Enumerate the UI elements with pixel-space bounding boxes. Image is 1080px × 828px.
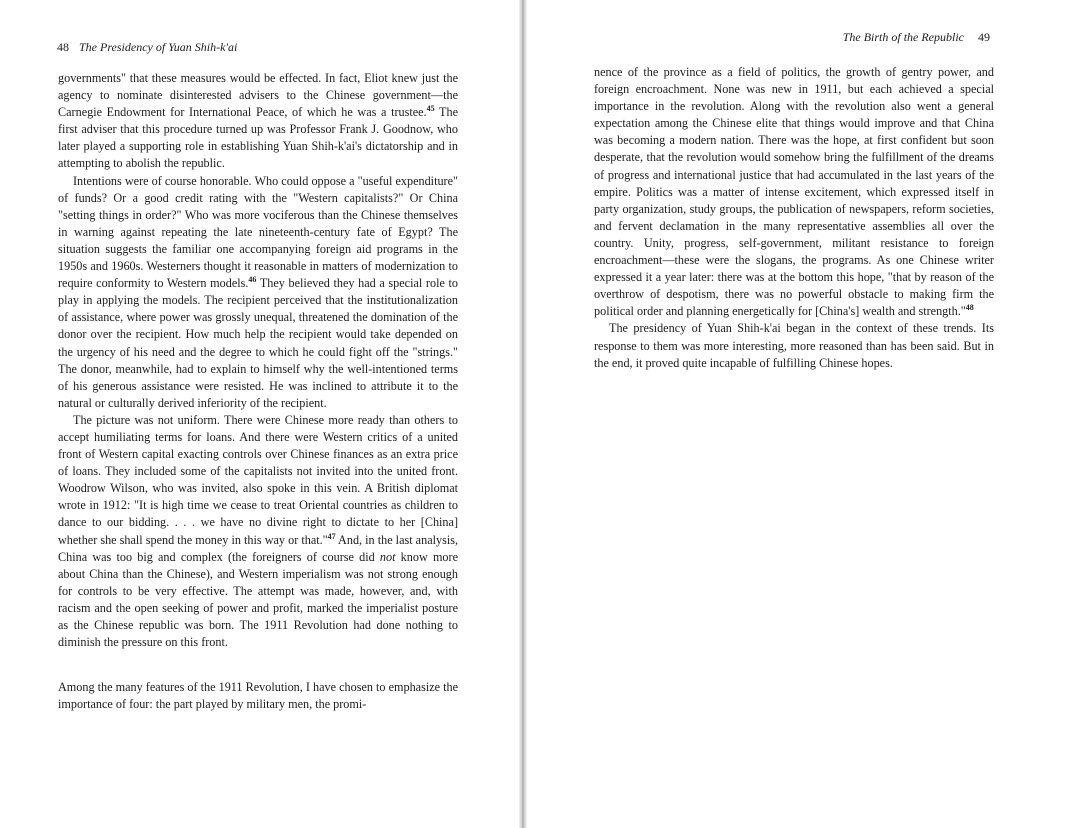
- left-paragraph: [58, 412, 458, 651]
- text-run: Intentions were of course honorable. Who could oppose a "useful expenditure" of funds? Or a good credit rating with the "Western capitalists?" Or China "setting things in order?" Who was more vociferous than the Chinese themselves in warning against repeating the late nineteenth-century fate of Egypt? The situation suggests the familiar one accompanying foreign aid programs in the 1950s and 1960s. Westerners thought it reasonable in matters of modernization to require conformity to Western models.: [58, 173, 458, 291]
- left-page: [0, 0, 520, 828]
- right-body-text: [594, 64, 994, 372]
- text-run: The picture was not uniform. There were Chinese more ready than others to accept humiliating terms for loans. And there were Western critics of a united front of Western capital exacting controls over Chinese finances as an extra price of loans. They included some of the capitalists not invited into the united front. Woodrow Wilson, who was invited, also spoke in this vein. A British diplomat wrote in 1912: "It is high time we cease to treat Oriental countries as children to dance to our bidding. . . . we have no divine right to dictate to her [China] whether she shall spend the money in this way or that.": [58, 412, 458, 547]
- text-run: governments" that these measures would be effected. In fact, Eliot knew just the agency to nominate disinterested advisers to the Chinese government—the Carnegie Endowment for International Peace, of which he was a trustee.: [58, 71, 458, 120]
- text-run: The first adviser that this procedure turned up was Professor Frank J. Goodnow, who later played a supporting role in establishing Yuan Shih-k'ai's dictatorship and in attempting to abolish the republic.: [58, 105, 458, 171]
- footnote-marker: 48: [965, 303, 974, 313]
- right-page: [526, 0, 1080, 828]
- left-paragraph: [58, 70, 458, 173]
- page-number-right: 49: [978, 30, 990, 44]
- right-paragraph: [594, 64, 994, 320]
- emphasis-text: not: [379, 549, 396, 564]
- left-paragraph: [58, 679, 458, 713]
- text-run: know more about China than the Chinese), and Western imperialism was not strong enough for controls to be very effective. The attempt was made, however, and, with racism and the open seeking of power and profit, marked the imperialist posture as the Chinese republic was born. The 1911 Revolution had done nothing to diminish the pressure on this front.: [58, 549, 458, 650]
- footnote-marker: 47: [327, 531, 336, 541]
- page-number-left: 48: [57, 40, 69, 54]
- text-run: nence of the province as a field of politics, the growth of gentry power, and foreign encroachment. None was new in 1911, but each achieved a special importance in the revolution. Along with the revolution also went a general expectation among the Chinese elite that things would improve and that China was becoming a modern nation. There was the hope, at first confident but soon desperate, that the revolution would somehow bring the fulfillment of the dreams of progress and international justice that had accumulated in the last years of the empire. Politics was a matter of intense excitement, which expressed itself in party organization, study groups, the publication of newspapers, reform societies, and fervent declamation in the many representative assemblies all over the country. Unity, progress, self-government, militant resistance to foreign encroachment—these were the slogans, the programs. As one Chinese writer expressed it a year later: there was at the bottom this hope, "that by reason of the overthrow of despotism, there was no powerful obstacle to making firm the political order and planning energetically for [China's] wealth and strength.": [594, 65, 994, 319]
- text-run: The presidency of Yuan Shih-k'ai began in the context of these trends. Its response to them was more interesting, more reasoned than has been said. But in the end, it proved quite incapable of fulfilling Chinese hopes.: [594, 321, 994, 370]
- text-run: And, in the last analysis, China was too big and complex (the foreigners of course did: [58, 532, 458, 564]
- left-body-text: [58, 70, 458, 713]
- running-title-right: The Birth of the Republic: [842, 30, 964, 44]
- running-head-left: [57, 40, 237, 55]
- right-paragraph: [594, 320, 994, 371]
- running-title-left: The Presidency of Yuan Shih-k'ai: [79, 40, 238, 54]
- footnote-marker: 46: [248, 275, 257, 285]
- text-run: Among the many features of the 1911 Revolution, I have chosen to emphasize the importance of four: the part played by military men, the promi-: [58, 680, 458, 712]
- left-paragraph: [58, 173, 458, 412]
- running-head-right: [843, 30, 990, 45]
- footnote-marker: 45: [426, 104, 435, 114]
- text-run: They believed they had a special role to play in applying the models. The recipient perceived that the institutionalization of assistance, where power was grossly unequal, threatened the domination of the donor over the recipient. How much help the recipient would take depended on the urgency of his need and the degree to which he could fight off the "strings." The donor, meanwhile, had to explain to himself why the well-intentioned terms of his generous assistance were resisted. He was inclined to attribute it to the natural or culturally derived inferiority of the recipient.: [58, 276, 458, 410]
